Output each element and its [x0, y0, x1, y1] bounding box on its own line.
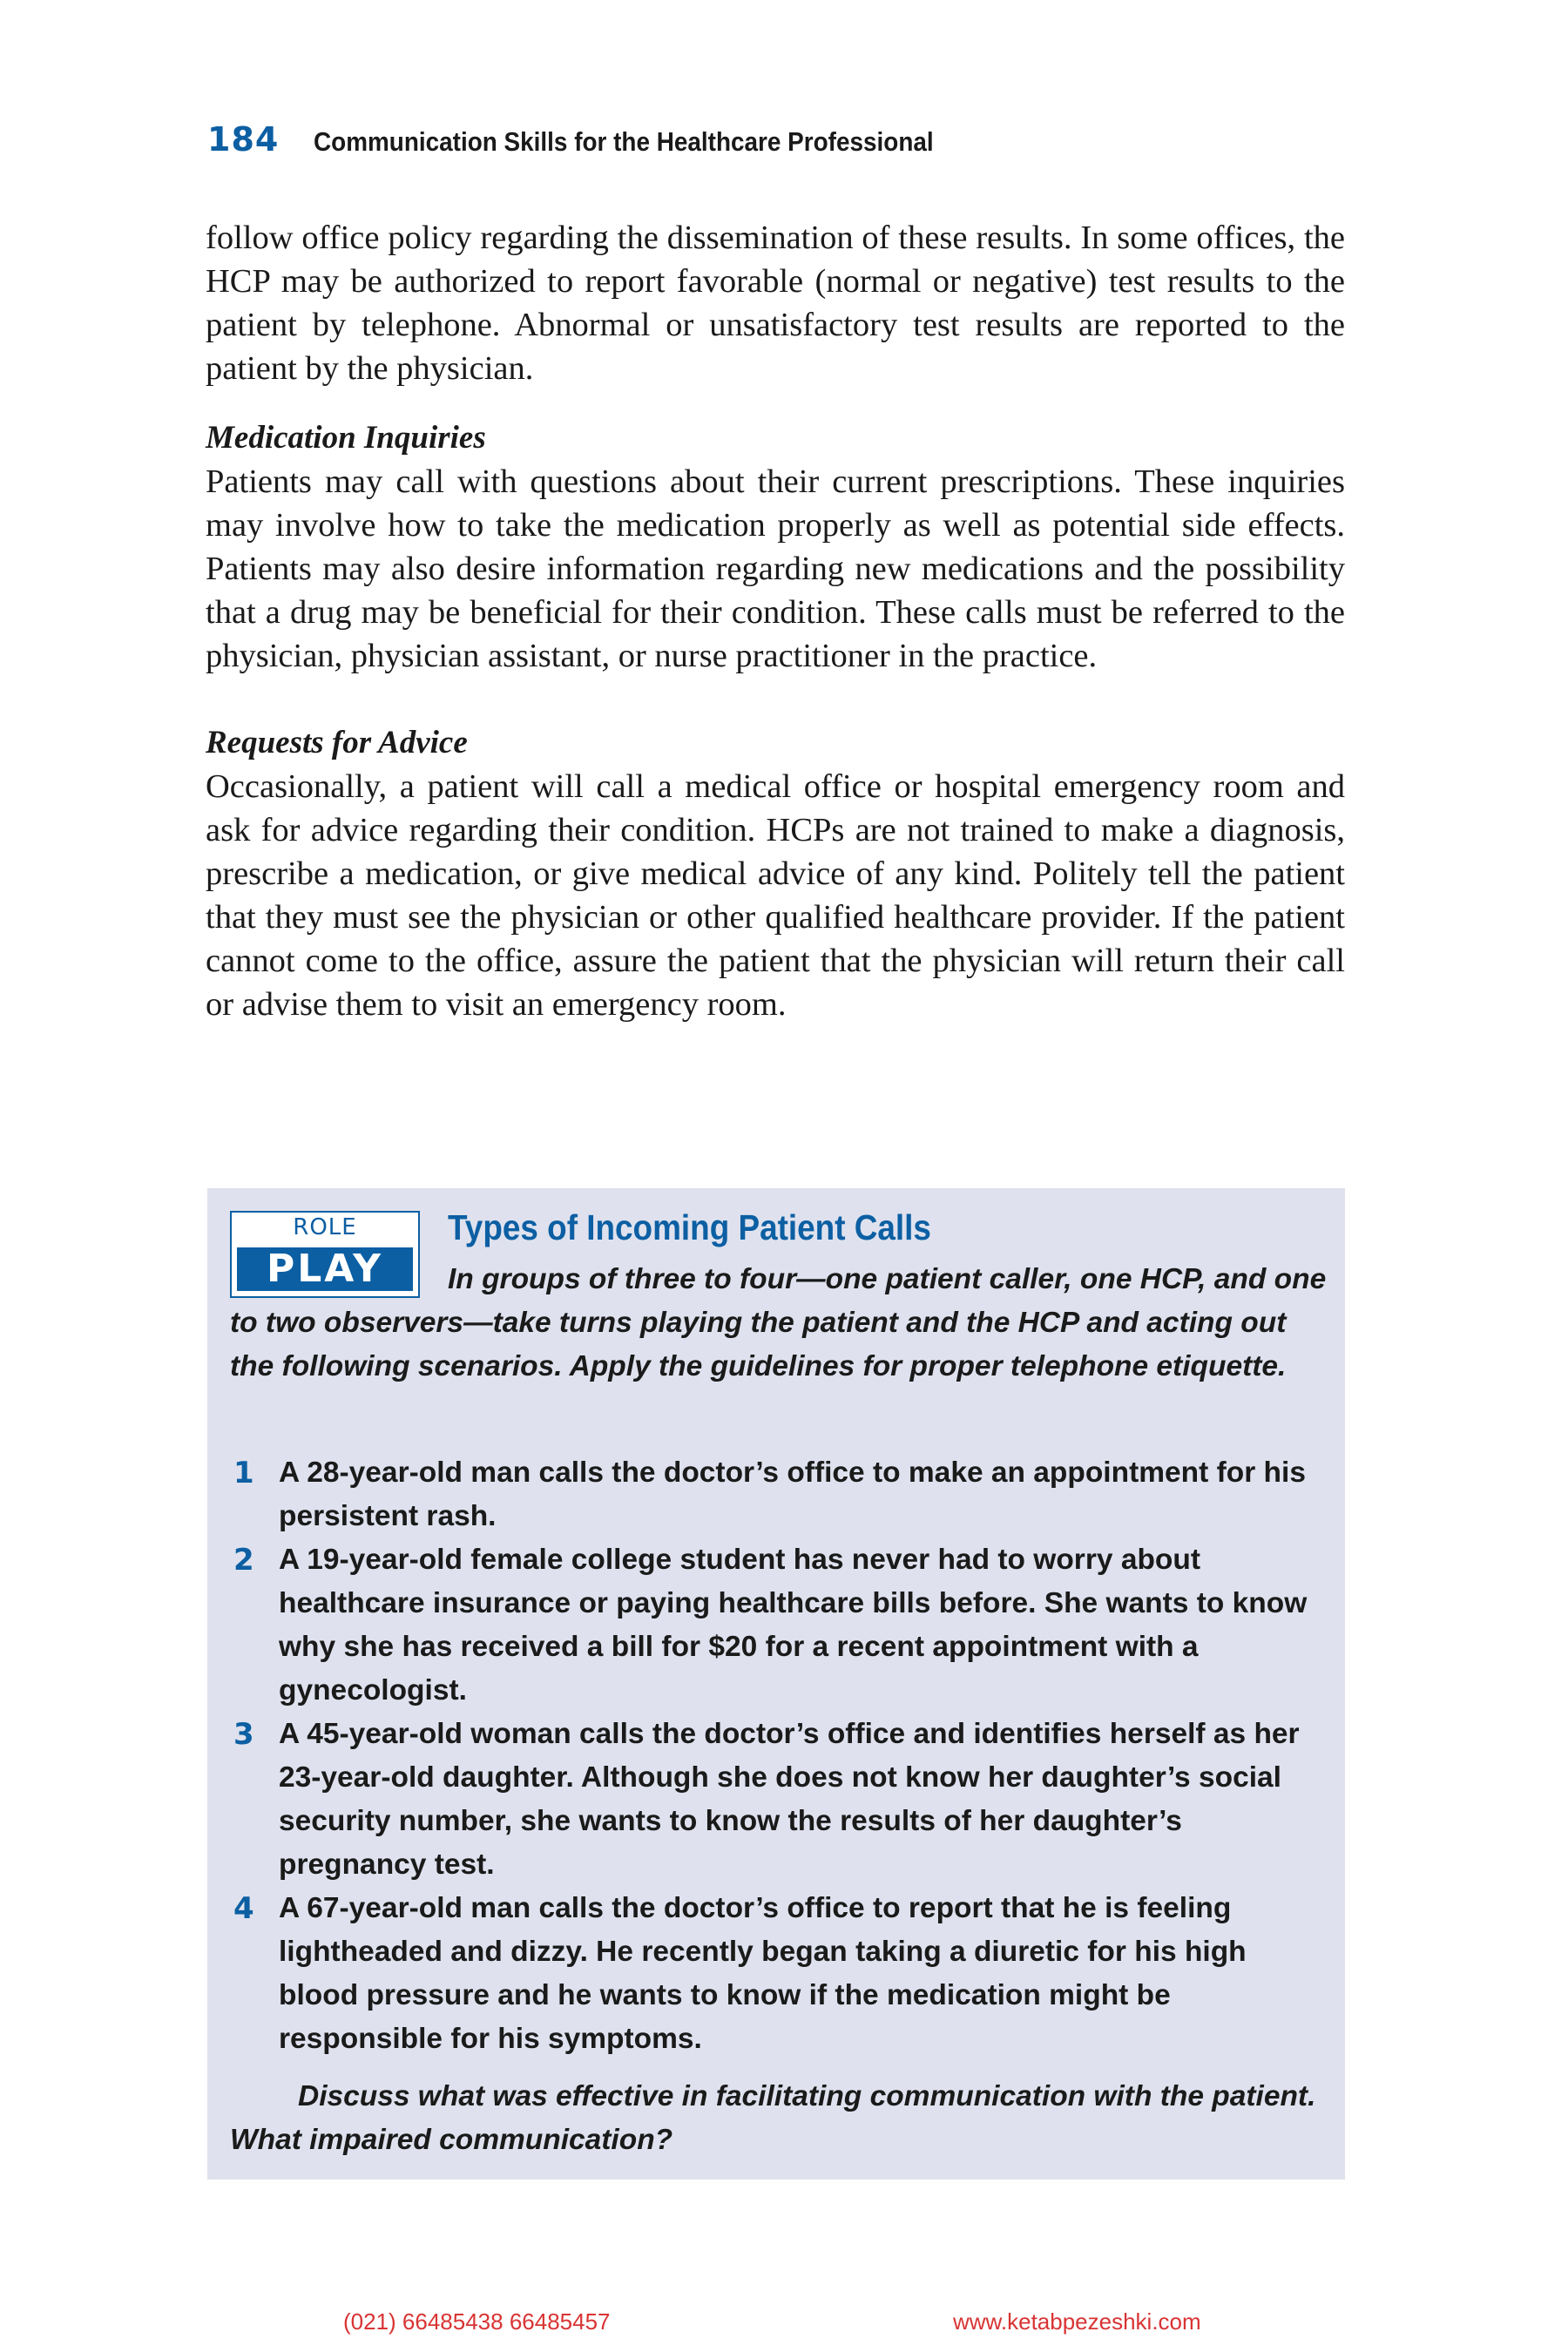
list-item — [230, 1713, 1329, 1887]
badge-role-label: ROLE — [293, 1214, 357, 1240]
intro-paragraph: follow office policy regarding the dissemination of these results. In some offices, the HCP may be authorized to report favorable (normal or negative) test results to the patient by telephone. Abnormal or unsatisfactory test results are reported to the patient by the physician. — [206, 220, 1345, 387]
scenario-number: 1 — [233, 1456, 254, 1490]
page-number: 184 — [207, 120, 280, 159]
scenario-text: A 28-year-old man calls the doctor’s office to make an appointment for his persistent rash. — [279, 1456, 1306, 1532]
footer-phone: (021) 66485438 66485457 — [343, 2308, 611, 2335]
section-text: Patients may call with questions about their current prescriptions. These inquiries may involve how to take the medication properly as well as potential side effects. Patients may also desire information regarding new medications and the possibility that a drug may be beneficial for their condition. These calls must be referred to the physician, physician assistant, or nurse practitioner in the practice. — [206, 463, 1345, 674]
scenario-text: A 45-year-old woman calls the doctor’s office and identifies herself as her 23-year-old daughter. Although she does not know her daughter’s social security number, she wants to know the results of her daughter’s pregnancy test. — [279, 1718, 1300, 1881]
box-title: Types of Incoming Patient Calls — [448, 1207, 931, 1247]
scenario-text: A 67-year-old man calls the doctor’s office to report that he is feeling lightheaded and dizzy. He recently began taking a diuretic for his high blood pressure and he wants to know if the medication might be responsible for his symptoms. — [279, 1892, 1247, 2055]
box-closing-prompt: Discuss what was effective in facilitating communication with the patient. What impaired communication? — [230, 2080, 1316, 2156]
footer-website-link[interactable]: www.ketabpezeshki.com — [953, 2308, 1201, 2335]
badge-play-label: PLAY — [237, 1247, 413, 1291]
role-play-box — [207, 1188, 1345, 2180]
section-heading: Requests for Advice — [206, 725, 468, 760]
scenario-number: 4 — [233, 1891, 254, 1926]
scenario-number: 3 — [233, 1717, 254, 1752]
section-text: Occasionally, a patient will call a medical office or hospital emergency room and ask for advice regarding their condition. HCPs are not trained to make a diagnosis, prescribe a medication, or give medical advice of any kind. Politely tell the patient that they must see the physician or other qualified healthcare provider. If the patient cannot come to the office, assure the patient that the physician will return their call or advise them to visit an emergency room. — [206, 768, 1345, 1023]
scenario-list — [230, 1451, 1329, 2061]
section-medication-inquiries — [206, 416, 1345, 678]
scenario-text: A 19-year-old female college student has never had to worry about healthcare insurance or paying healthcare bills before. She wants to know why she has received a bill for $20 for a recent appointment with a gynecologist. — [279, 1544, 1308, 1707]
section-heading: Medication Inquiries — [206, 420, 486, 456]
list-item — [230, 1887, 1329, 2061]
list-item — [230, 1538, 1329, 1713]
list-item — [230, 1451, 1329, 1538]
scenario-number: 2 — [233, 1543, 254, 1578]
box-instructions: In groups of three to four—one patient caller, one HCP, and one to two observers—take turns playing the patient and the HCP and acting out the following scenarios. Apply the guidelines for proper telephone etiquette. — [230, 1263, 1327, 1382]
running-title: Communication Skills for the Healthcare Professional — [314, 126, 934, 157]
page-header — [207, 120, 1003, 172]
intro-paragraph-block — [206, 216, 1345, 390]
section-requests-for-advice — [206, 721, 1345, 1026]
